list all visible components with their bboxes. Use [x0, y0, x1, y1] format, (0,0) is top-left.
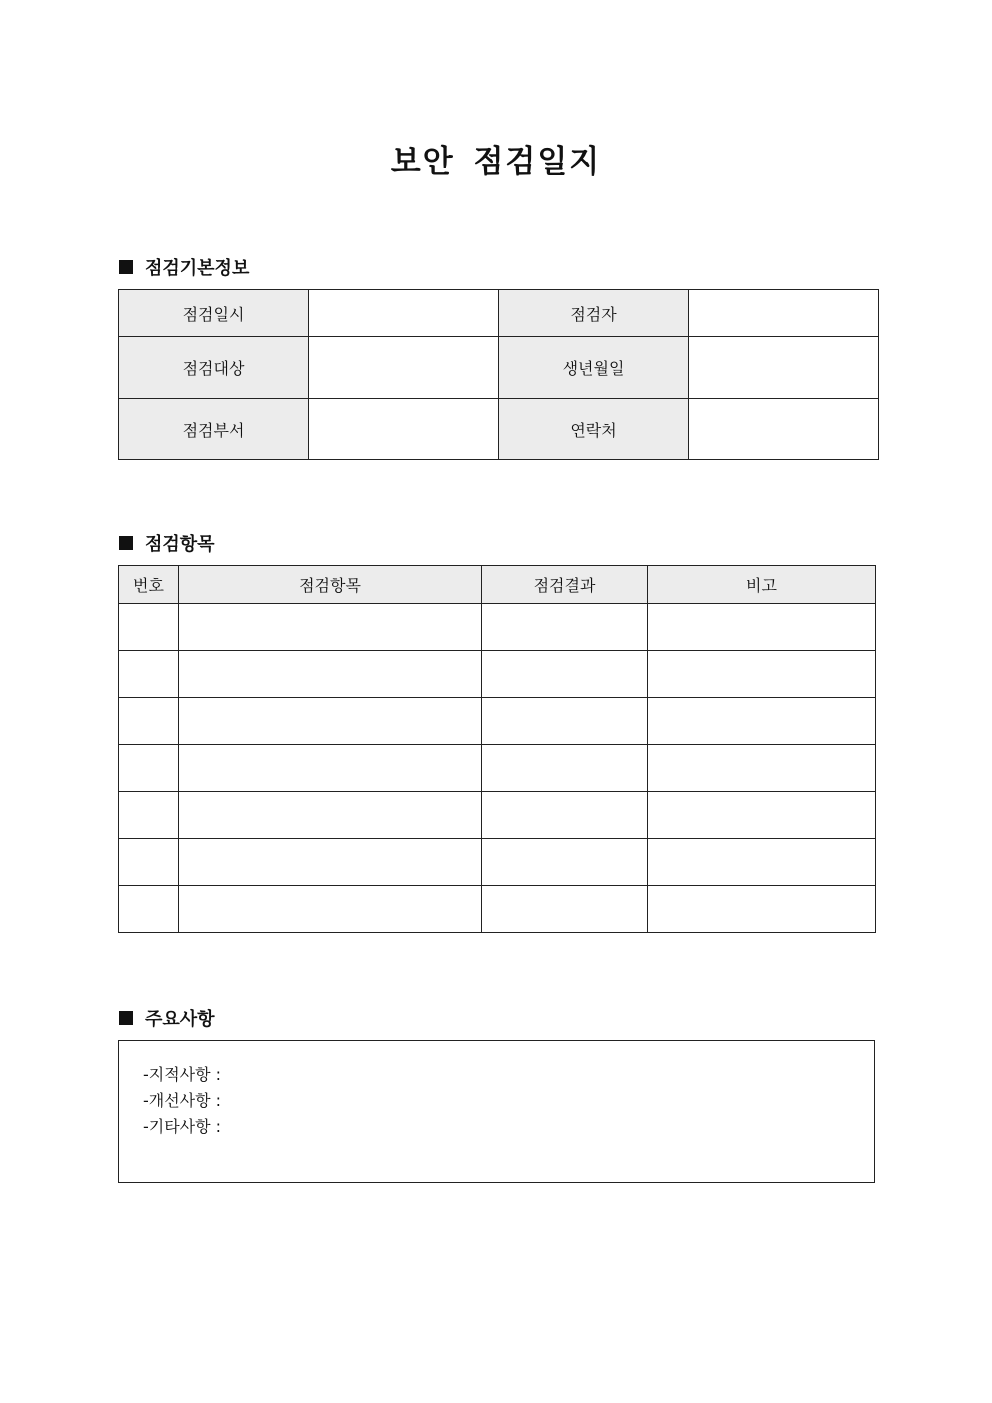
cell-number[interactable]: [119, 604, 179, 651]
table-row: [119, 604, 876, 651]
cell-remarks[interactable]: [648, 698, 876, 745]
section-notes-label: 주요사항: [145, 1009, 215, 1030]
cell-item[interactable]: [179, 604, 482, 651]
info-value-field[interactable]: [689, 290, 879, 337]
cell-number[interactable]: [119, 651, 179, 698]
cell-number[interactable]: [119, 792, 179, 839]
square-bullet-icon: [119, 1011, 133, 1025]
info-value-field[interactable]: [309, 290, 499, 337]
section-basic-info-heading: [119, 254, 249, 280]
info-value-field[interactable]: [689, 399, 879, 460]
info-label: 점검부서: [119, 399, 309, 460]
section-basic-info-label: 점검기본정보: [145, 258, 250, 279]
table-row: [119, 792, 876, 839]
cell-result[interactable]: [482, 839, 648, 886]
table-row: [119, 886, 876, 933]
cell-result[interactable]: [482, 886, 648, 933]
section-notes-heading: [119, 1005, 215, 1031]
info-value-field[interactable]: [309, 399, 499, 460]
info-label: 점검대상: [119, 337, 309, 399]
section-items-heading: [119, 530, 215, 556]
cell-item[interactable]: [179, 651, 482, 698]
table-header-row: [119, 566, 876, 604]
square-bullet-icon: [119, 260, 133, 274]
info-label: 점검일시: [119, 290, 309, 337]
cell-item[interactable]: [179, 886, 482, 933]
cell-result[interactable]: [482, 651, 648, 698]
cell-number[interactable]: [119, 839, 179, 886]
cell-item[interactable]: [179, 698, 482, 745]
cell-remarks[interactable]: [648, 839, 876, 886]
cell-remarks[interactable]: [648, 886, 876, 933]
table-row: [119, 651, 876, 698]
note-line-findings: -지적사항 :: [143, 1065, 222, 1084]
cell-number[interactable]: [119, 745, 179, 792]
cell-result[interactable]: [482, 698, 648, 745]
table-row: [119, 839, 876, 886]
table-row: [119, 337, 879, 399]
cell-item[interactable]: [179, 792, 482, 839]
info-value-field[interactable]: [689, 337, 879, 399]
table-row: [119, 290, 879, 337]
document-title: 보안 점검일지: [390, 144, 602, 180]
basic-info-table: [118, 289, 879, 460]
cell-result[interactable]: [482, 604, 648, 651]
section-items-label: 점검항목: [145, 534, 215, 555]
cell-number[interactable]: [119, 886, 179, 933]
cell-item[interactable]: [179, 745, 482, 792]
cell-number[interactable]: [119, 698, 179, 745]
notes-box[interactable]: [118, 1040, 875, 1183]
info-label: 연락처: [499, 399, 689, 460]
cell-remarks[interactable]: [648, 792, 876, 839]
column-header-result: 점검결과: [482, 566, 648, 604]
square-bullet-icon: [119, 536, 133, 550]
table-row: [119, 745, 876, 792]
note-line-other: -기타사항 :: [143, 1117, 222, 1136]
table-row: [119, 399, 879, 460]
cell-remarks[interactable]: [648, 651, 876, 698]
cell-result[interactable]: [482, 745, 648, 792]
info-label: 생년월일: [499, 337, 689, 399]
cell-result[interactable]: [482, 792, 648, 839]
cell-remarks[interactable]: [648, 604, 876, 651]
column-header-number: 번호: [119, 566, 179, 604]
note-line-improvements: -개선사항 :: [143, 1091, 222, 1110]
column-header-item: 점검항목: [179, 566, 482, 604]
info-label: 점검자: [499, 290, 689, 337]
inspection-items-table: [118, 565, 876, 933]
cell-remarks[interactable]: [648, 745, 876, 792]
column-header-remarks: 비고: [648, 566, 876, 604]
cell-item[interactable]: [179, 839, 482, 886]
info-value-field[interactable]: [309, 337, 499, 399]
table-row: [119, 698, 876, 745]
